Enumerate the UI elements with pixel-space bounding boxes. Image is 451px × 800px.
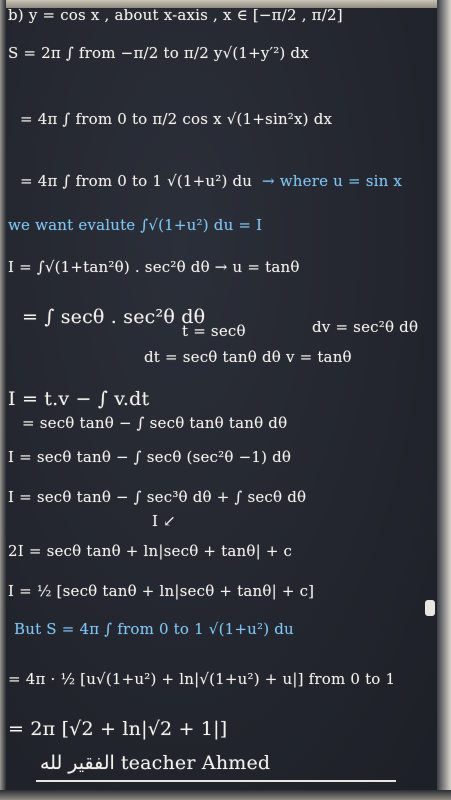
board-frame-bottom — [0, 790, 451, 800]
problem-statement: b) y = cos x , about x-axis , x ∈ [−π/2 , π/2] — [8, 6, 343, 24]
substitution-note: → where u = sin x — [262, 172, 403, 190]
split-integrals: I = secθ tanθ − ∫ sec³θ dθ + ∫ secθ dθ — [8, 488, 307, 506]
integration-by-parts: I = t.v − ∫ v.dt — [8, 388, 150, 410]
evaluate-bounds: = 4π · ½ [u√(1+u²) + ln|√(1+u²) + u|] from 0 to 1 — [8, 670, 396, 688]
step-substitute-cos: = 4π ∫ from 0 to π/2 cos x √(1+sin²x) dx — [20, 110, 333, 128]
solve-2I: 2I = secθ tanθ + ln|secθ + tanθ| + c — [8, 542, 293, 560]
signature-underline — [36, 780, 396, 782]
parts-dv: dv = sec²θ dθ — [312, 318, 419, 336]
back-substitution: But S = 4π ∫ from 0 to 1 √(1+u²) du — [14, 620, 294, 638]
identity-applied: I = secθ tanθ − ∫ secθ (sec²θ −1) dθ — [8, 448, 292, 466]
parts-t: t = secθ — [182, 322, 246, 340]
chalk-piece — [425, 600, 435, 616]
simplified-integral: = ∫ secθ . sec²θ dθ — [22, 306, 206, 328]
solve-I: I = ½ [secθ tanθ + ln|secθ + tanθ| + c] — [8, 582, 315, 600]
recognize-I-note: I ↙ — [152, 512, 176, 530]
board-frame-right — [437, 0, 451, 800]
final-answer: = 2π [√2 + ln|√2 + 1|] — [8, 718, 228, 740]
parts-expansion: = secθ tanθ − ∫ secθ tanθ tanθ dθ — [22, 414, 288, 432]
trig-substitution: I = ∫√(1+tan²θ) . sec²θ dθ → u = tanθ — [8, 258, 300, 276]
board-frame-left — [0, 0, 6, 800]
goal-statement: we want evalute ∫√(1+u²) du = I — [8, 216, 263, 234]
parts-dt-v: dt = secθ tanθ dθ v = tanθ — [144, 348, 352, 366]
step-u-integral: = 4π ∫ from 0 to 1 √(1+u²) du — [20, 172, 253, 190]
author-signature: الفقير لله teacher Ahmed — [40, 752, 271, 774]
surface-area-integral: S = 2π ∫ from −π/2 to π/2 y√(1+y′²) dx — [8, 44, 309, 62]
